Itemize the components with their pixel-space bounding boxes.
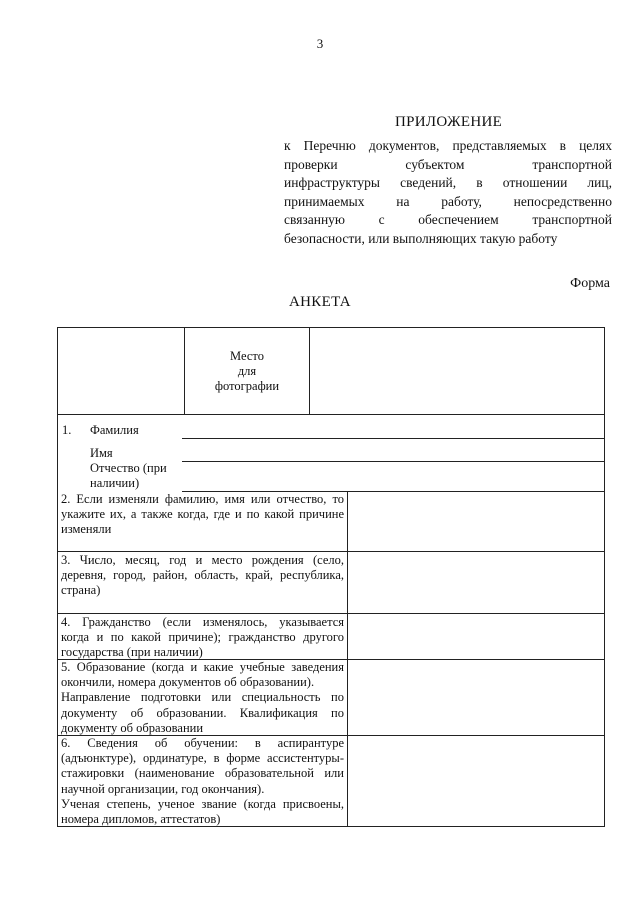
surname-label: Фамилия (90, 423, 139, 437)
question-4-answer[interactable] (348, 614, 604, 658)
question-line: 2. Если изменяли фамилию, имя или отчество, то (61, 492, 344, 506)
question-2-text (61, 492, 344, 538)
question-3-answer[interactable] (348, 552, 604, 612)
question-line: окончили, номера документов об образовании). (61, 675, 315, 690)
page-number: 3 (316, 36, 324, 51)
photo-placeholder-line: Место (230, 348, 264, 363)
question-3-text (61, 553, 344, 599)
patronymic-label-line: Отчество (при (90, 461, 167, 475)
questionnaire-table (57, 327, 605, 827)
appendix-text (284, 137, 612, 249)
question-5-text (61, 660, 344, 736)
appendix-line: принимаемых на работу, непосредственно (284, 193, 612, 209)
surname-field[interactable] (182, 438, 604, 439)
question-line: Ученая степень, ученое звание (когда присвоены, (61, 796, 344, 811)
question-line: деревня, город, район, область, край, республика, (61, 568, 344, 583)
question-line: когда и по какой причине); гражданство другого (61, 630, 344, 645)
appendix-line: проверки субъектом транспортной (284, 156, 612, 172)
photo-placeholder-line: для (237, 363, 257, 378)
question-2-answer[interactable] (348, 492, 604, 550)
question-line: государства (при наличии) (61, 645, 203, 660)
row-divider (58, 414, 604, 415)
appendix-line: безопасности, или выполняющих такую работу (284, 230, 558, 246)
name-field[interactable] (182, 461, 604, 462)
photo-placeholder-line: фотографии (214, 378, 280, 393)
question-line: документу об образовании. Квалификация по (61, 705, 344, 720)
appendix-line: инфраструктуры сведений, в отношении лиц, (284, 175, 612, 191)
question-line: научной организации, год окончания). (61, 781, 265, 796)
question-6-text (61, 736, 344, 827)
question-line: стажировки (наименование образовательной или (61, 766, 344, 781)
question-line: изменяли (61, 522, 112, 537)
photo-placeholder[interactable] (184, 328, 310, 414)
question-line: документу об образовании (61, 720, 204, 735)
question-line: 5. Образование (когда и какие учебные заведения (61, 660, 344, 674)
question-line: (адъюнктуре), ординатуре, в форме ассистентуры- (61, 751, 344, 766)
question-line: 3. Число, месяц, год и место рождения (село, (61, 553, 344, 567)
question-5-answer[interactable] (348, 660, 604, 734)
question-6-answer[interactable] (348, 736, 604, 826)
appendix-title: ПРИЛОЖЕНИЕ (395, 114, 503, 130)
question-line: 4. Гражданство (если изменялось, указывается (61, 615, 344, 629)
patronymic-label-line: наличии) (90, 476, 140, 490)
form-label: Форма (570, 276, 610, 291)
question-line: номера дипломов, аттестатов) (61, 812, 221, 827)
question-4-text (61, 615, 344, 661)
form-title: АНКЕТА (289, 294, 351, 310)
question-line: Направление подготовки или специальность по (61, 690, 344, 705)
section1-number: 1. (62, 423, 72, 437)
appendix-line: связанную с обеспечением транспортной (284, 212, 612, 228)
name-label: Имя (90, 446, 113, 460)
patronymic-label (90, 461, 167, 491)
question-line: укажите их, а также когда, где и по какой причине (61, 507, 344, 522)
question-line: 6. Сведения об обучении: в аспирантуре (61, 736, 344, 750)
appendix-line: к Перечню документов, представляемых в целях (284, 138, 612, 153)
question-line: страна) (61, 583, 101, 598)
